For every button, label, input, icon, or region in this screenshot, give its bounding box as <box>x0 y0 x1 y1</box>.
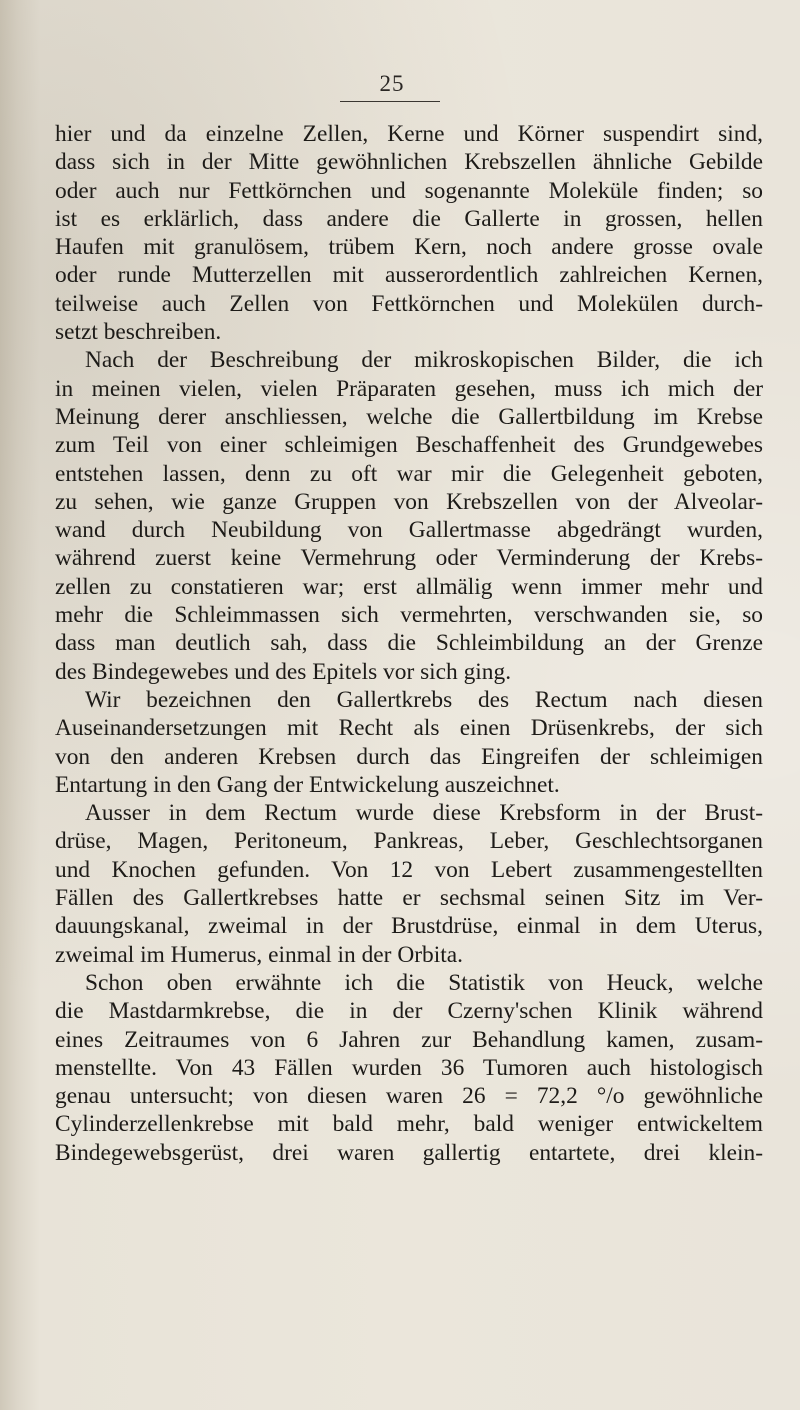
text-line: ist es erklärlich, dass andere die Gallerte in grossen, hellen <box>55 205 763 232</box>
text-line: in meinen vielen, vielen Präparaten gesehen, muss ich mich der <box>55 375 763 402</box>
text-line: eines Zeitraumes von 6 Jahren zur Behandlung kamen, zusam- <box>55 1026 763 1053</box>
text-line: genau untersucht; von diesen waren 26 = 72,2 °/o gewöhnliche <box>55 1083 763 1110</box>
paragraph <box>55 686 763 799</box>
text-line: zellen zu constatieren war; erst allmälig wenn immer mehr und <box>55 573 763 600</box>
text-line: drüse, Magen, Peritoneum, Pankreas, Leber, Geschlechtsorganen <box>55 828 763 855</box>
text-line: Bindegewebsgerüst, drei waren gallertig entartete, drei klein- <box>55 1139 763 1166</box>
text-line: zu sehen, wie ganze Gruppen von Krebszellen von der Alveolar- <box>55 488 763 515</box>
text-line: von den anderen Krebsen durch das Eingreifen der schleimigen <box>55 743 763 770</box>
page-number: 25 <box>379 71 405 96</box>
text-line: menstellte. Von 43 Fällen wurden 36 Tumoren auch histologisch <box>55 1054 763 1081</box>
text-line: entstehen lassen, denn zu oft war mir die Gelegenheit geboten, <box>55 460 763 487</box>
text-line: oder auch nur Fettkörnchen und sogenannte Moleküle finden; so <box>55 177 763 204</box>
paragraph <box>55 969 763 1167</box>
text-line: setzt beschreiben. <box>55 319 222 346</box>
text-line: zweimal im Humerus, einmal in der Orbita. <box>55 941 463 968</box>
text-line: dauungskanal, zweimal in der Brustdrüse, einmal in dem Uterus, <box>55 913 763 940</box>
text-line: Schon oben erwähnte ich die Statistik von Heuck, welche <box>85 969 763 996</box>
text-line: Ausser in dem Rectum wurde diese Krebsform in der Brust- <box>85 800 763 827</box>
paragraph <box>55 120 763 346</box>
text-line: Fällen des Gallertkrebses hatte er sechsmal seinen Sitz im Ver- <box>55 885 763 912</box>
text-line: des Bindegewebes und des Epitels vor sich ging. <box>55 658 512 685</box>
text-line: und Knochen gefunden. Von 12 von Lebert zusammengestellten <box>55 856 763 883</box>
page-number-rule <box>340 101 440 102</box>
text-line: oder runde Mutterzellen mit ausserordentlich zahlreichen Kernen, <box>55 262 763 289</box>
text-line: während zuerst keine Vermehrung oder Verminderung der Krebs- <box>55 545 763 572</box>
text-line: teilweise auch Zellen von Fettkörnchen und Molekülen durch- <box>55 290 763 317</box>
text-line: Haufen mit granulösem, trübem Kern, noch andere grosse ovale <box>55 234 763 261</box>
paragraph <box>55 799 763 969</box>
text-line: Auseinandersetzungen mit Recht als einen Drüsenkrebs, der sich <box>55 715 763 742</box>
text-line: dass sich in der Mitte gewöhnlichen Krebszellen ähnliche Gebilde <box>55 149 763 176</box>
text-line: die Mastdarmkrebse, die in der Czerny'schen Klinik während <box>55 998 763 1025</box>
text-line: zum Teil von einer schleimigen Beschaffenheit des Grundgewebes <box>55 432 763 459</box>
text-line: Cylinderzellenkrebse mit bald mehr, bald weniger entwickeltem <box>55 1111 763 1138</box>
text-line: hier und da einzelne Zellen, Kerne und Körner suspendirt sind, <box>55 121 763 147</box>
text-line: Nach der Beschreibung der mikroskopischen Bilder, die ich <box>85 347 763 374</box>
text-line: mehr die Schleimmassen sich vermehrten, verschwanden sie, so <box>55 602 763 629</box>
text-line: wand durch Neubildung von Gallertmasse abgedrängt wurden, <box>55 517 763 544</box>
text-line: dass man deutlich sah, dass die Schleimbildung an der Grenze <box>55 630 763 657</box>
body-text <box>55 120 763 1167</box>
text-line: Meinung derer anschliessen, welche die Gallertbildung im Krebse <box>55 403 763 430</box>
paragraph <box>55 346 763 686</box>
text-line: Wir bezeichnen den Gallertkrebs des Rectum nach diesen <box>85 686 763 713</box>
text-line: Entartung in den Gang der Entwickelung auszeichnet. <box>55 771 560 798</box>
